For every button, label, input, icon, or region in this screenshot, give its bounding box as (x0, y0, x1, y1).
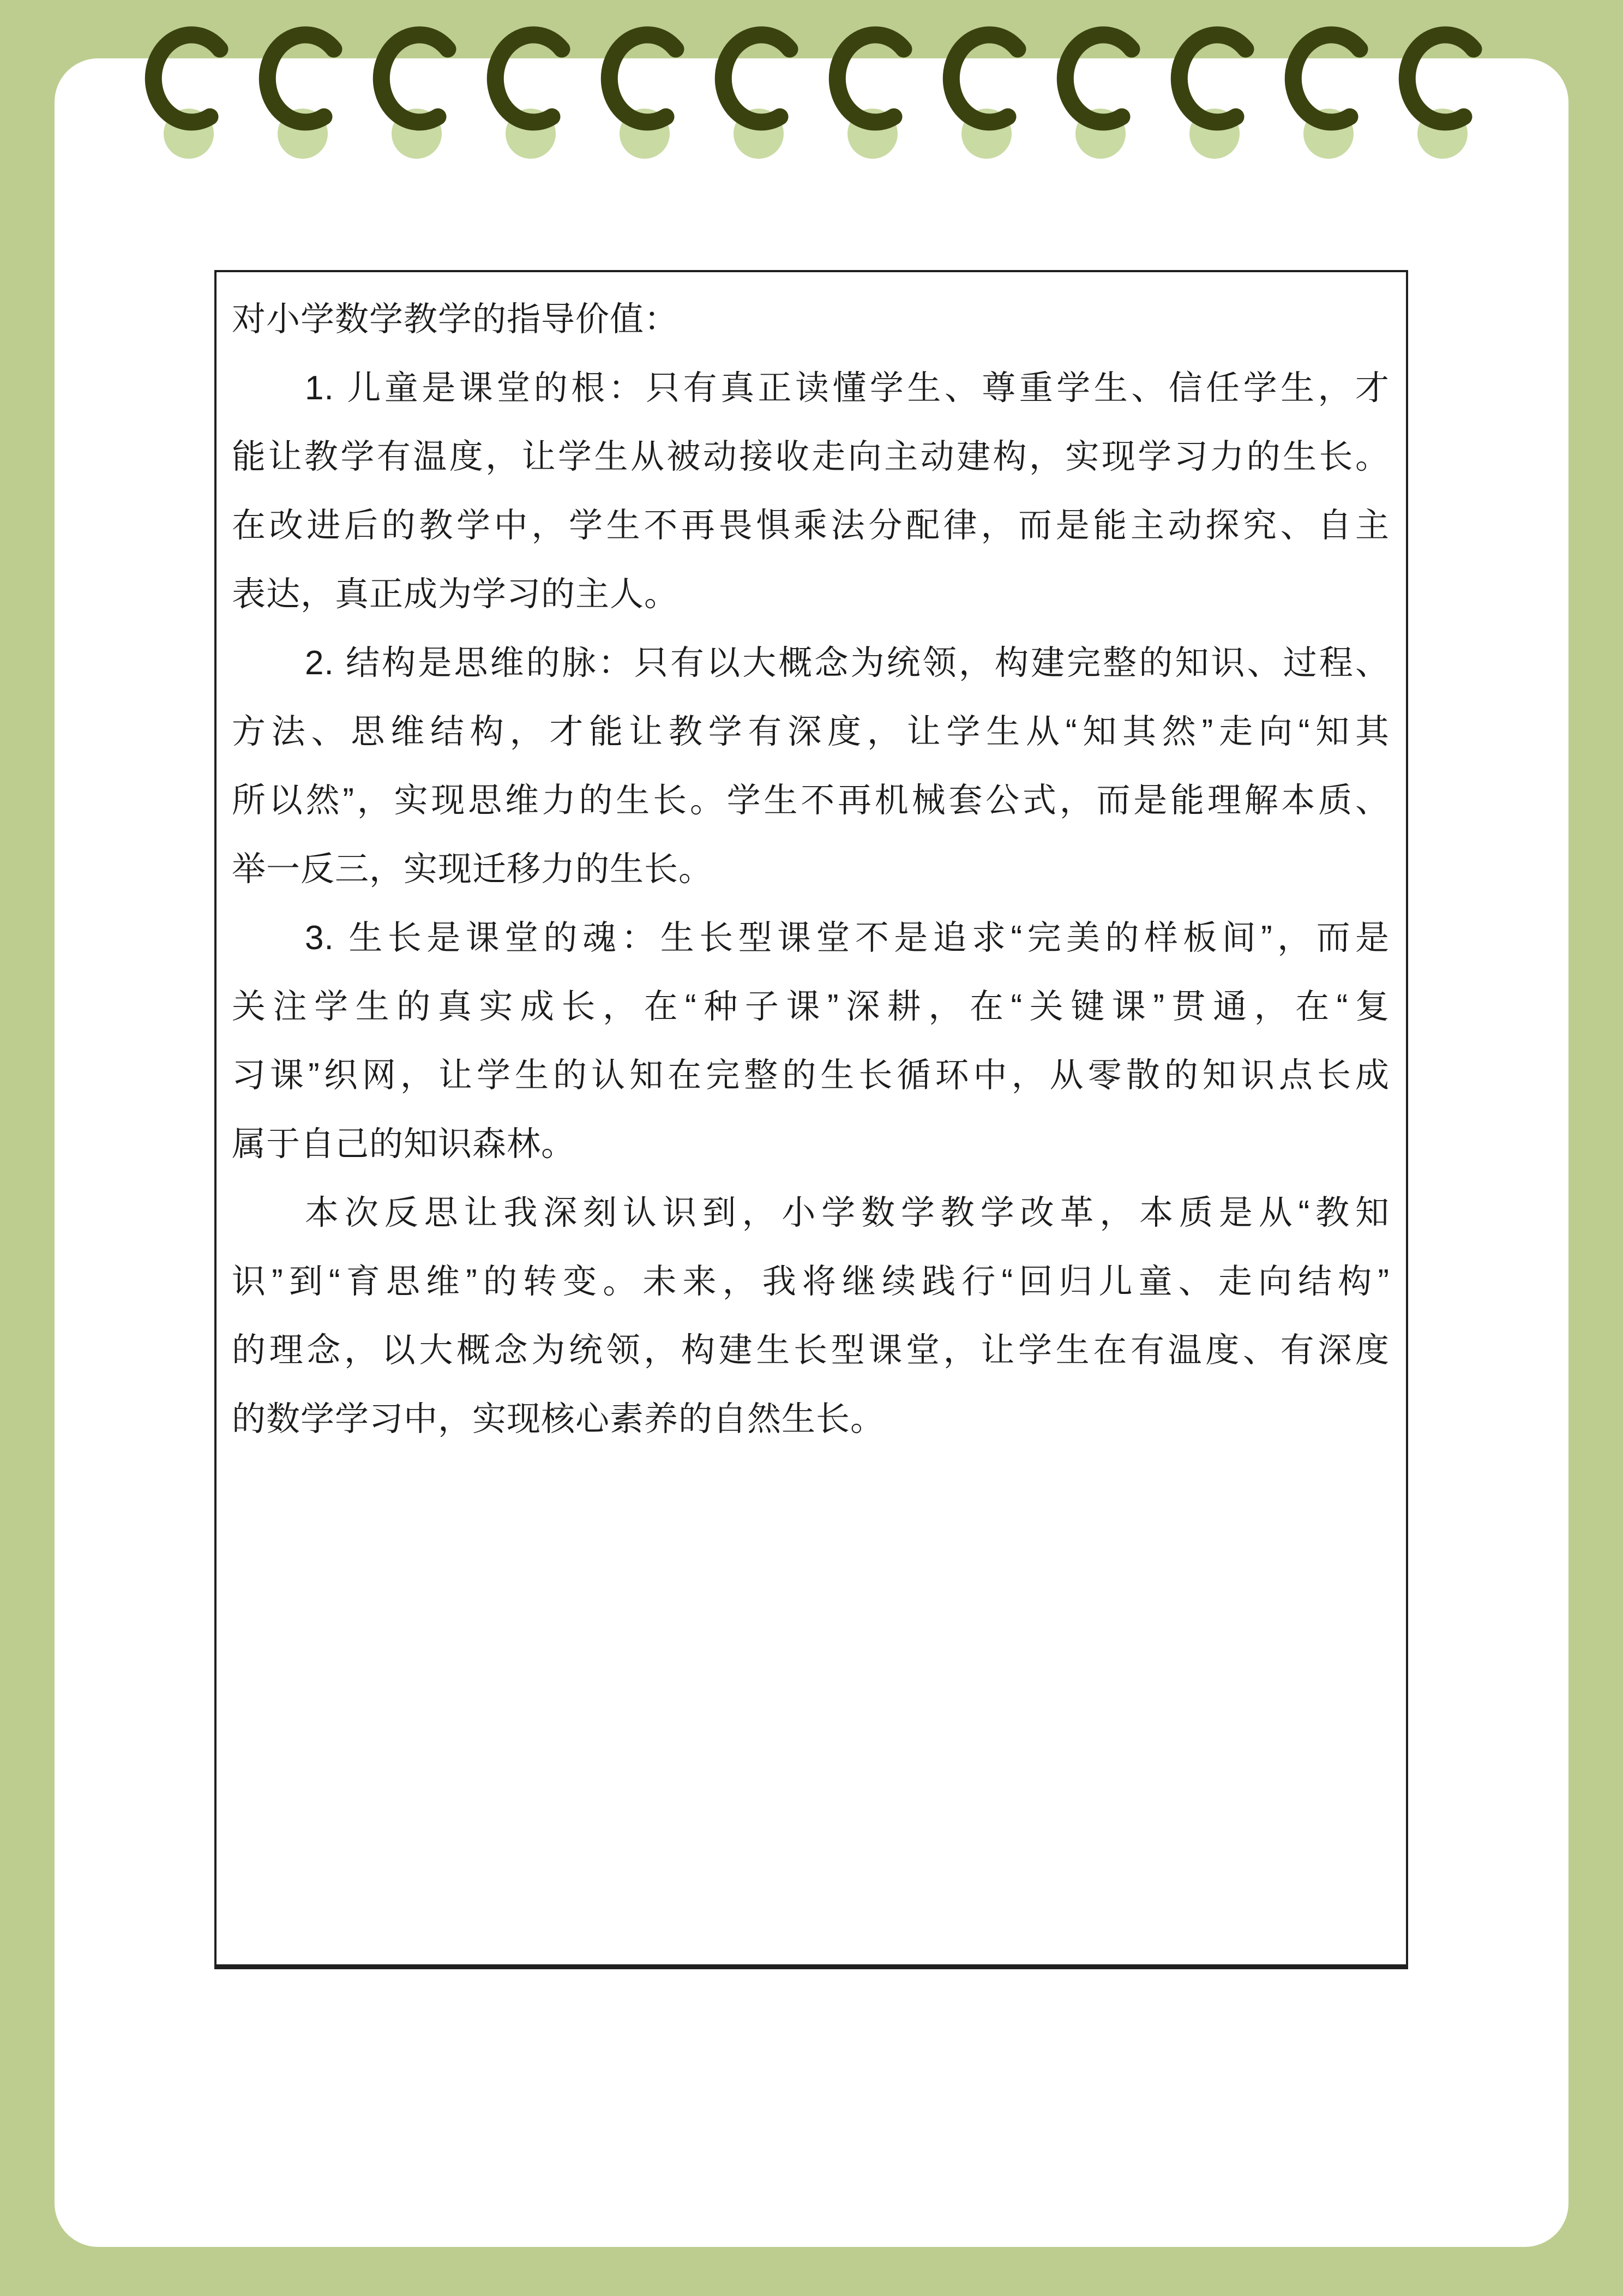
binder-ring (1050, 15, 1159, 168)
binder-ring (139, 15, 248, 168)
binder-ring (1278, 15, 1387, 168)
binder-ring (480, 15, 590, 168)
text-line: 习课”织网，让学生的认知在完整的生长循环中，从零散的知识点长成 (232, 1057, 1390, 1094)
binder-ring (822, 15, 931, 168)
text-line: 的理念，以大概念为统领，构建生长型课堂，让学生在有温度、有深度 (232, 1332, 1390, 1369)
text-line: 所以然”，实现思维力的生长。学生不再机械套公式，而是能理解本质、 (232, 782, 1390, 819)
text-line: 举一反三，实现迁移力的生长。 (232, 850, 713, 888)
binder-ring (936, 15, 1045, 168)
binder-ring (708, 15, 817, 168)
binder-ring (366, 15, 476, 168)
text-line: 的数学学习中，实现核心素养的自然生长。 (232, 1400, 885, 1438)
content-box (214, 270, 1408, 1969)
text-line: 识”到“育思维”的转变。未来，我将继续践行“回归儿童、走向结构” (232, 1263, 1390, 1300)
spiral-binding (0, 0, 1623, 180)
text-line: 2. 结构是思维的脉：只有以大概念为统领，构建完整的知识、过程、 (305, 644, 1390, 682)
text-line: 表达，真正成为学习的主人。 (232, 576, 679, 613)
text-line: 关注学生的真实成长，在“种子课”深耕，在“关键课”贯通，在“复 (232, 988, 1390, 1026)
binder-ring (1164, 15, 1273, 168)
document-title: 对小学数学教学的指导价值： (232, 301, 679, 338)
text-line: 3. 生长是课堂的魂：生长型课堂不是追求“完美的样板间”，而是 (305, 919, 1390, 957)
text-line: 能让教学有温度，让学生从被动接收走向主动建构，实现学习力的生长。 (232, 438, 1390, 476)
text-line: 方法、思维结构，才能让教学有深度，让学生从“知其然”走向“知其 (232, 713, 1390, 751)
binder-ring (1392, 15, 1501, 168)
binder-ring (253, 15, 362, 168)
text-line: 属于自己的知识森林。 (232, 1125, 576, 1163)
binder-ring (594, 15, 704, 168)
text-line: 本次反思让我深刻认识到，小学数学教学改革，本质是从“教知 (305, 1194, 1390, 1232)
text-line: 在改进后的教学中，学生不再畏惧乘法分配律，而是能主动探究、自主 (232, 507, 1390, 544)
text-line: 1. 儿童是课堂的根：只有真正读懂学生、尊重学生、信任学生，才 (305, 369, 1390, 407)
